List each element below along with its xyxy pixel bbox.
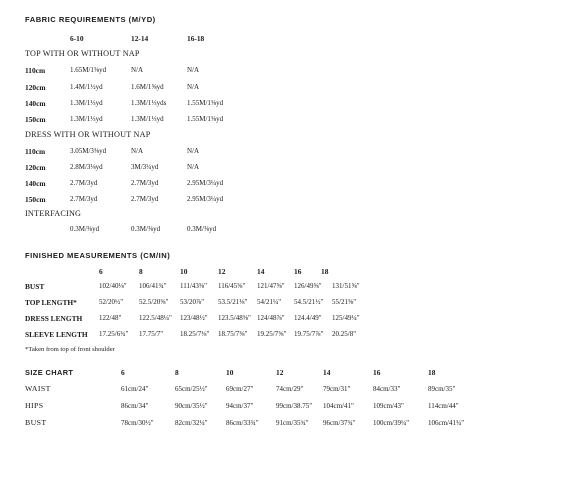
size-chart-cell: 106cm/41¾" — [428, 419, 465, 427]
fabric-cell: 2.7M/3yd — [131, 195, 159, 203]
size-chart-cell: 104cm/41" — [323, 402, 354, 410]
measurement-cell: 17.75/7" — [139, 330, 164, 338]
measurement-cell: 18.75/7⅜" — [218, 330, 248, 338]
finished-measurements-title: FINISHED MEASUREMENTS (CM/IN) — [25, 251, 171, 260]
measurement-cell: 55/21⅝" — [332, 298, 357, 306]
fabric-cell: 1.55M/1⅝yd — [187, 99, 224, 107]
measurement-cell: 121/47⅝" — [257, 282, 285, 290]
measurement-row-label: SLEEVE LENGTH — [25, 330, 88, 339]
fabric-cell: 2.95M/3¼yd — [187, 195, 224, 203]
measurement-cell: 122/48" — [99, 314, 122, 322]
fabric-cell: 1.3M/1⅓yds — [131, 99, 167, 107]
finished-size-header: 12 — [218, 267, 226, 276]
measurement-cell: 54.5/21½" — [294, 298, 324, 306]
measurement-cell: 111/43⅝" — [180, 282, 208, 290]
finished-size-header: 6 — [99, 267, 103, 276]
fabric-width-label: 120cm — [25, 163, 46, 172]
fabric-cell: N/A — [131, 66, 144, 74]
fabric-size-header: 6-10 — [70, 34, 84, 43]
fabric-cell: N/A — [187, 147, 200, 155]
size-chart-size-header: 14 — [323, 368, 331, 377]
size-chart-cell: 84cm/33" — [373, 385, 401, 393]
finished-size-header: 8 — [139, 267, 143, 276]
measurement-row-label: DRESS LENGTH — [25, 314, 83, 323]
fabric-cell: 2.7M/3yd — [70, 195, 98, 203]
size-chart-size-header: 6 — [121, 368, 125, 377]
top-length-footnote: *Taken from top of front shoulder — [25, 346, 115, 353]
fabric-cell: 3M/3¼yd — [131, 163, 159, 171]
fabric-width-label: 120cm — [25, 83, 46, 92]
measurement-cell: 123.5/48⅝" — [218, 314, 251, 322]
measurement-cell: 131/51⅝" — [332, 282, 360, 290]
size-chart-size-header: 12 — [276, 368, 284, 377]
size-chart-cell: 99cm/38.75" — [276, 402, 313, 410]
fabric-cell: 1.6M/1⅝yd — [131, 83, 164, 91]
size-chart-cell: 78cm/30½" — [121, 419, 154, 427]
fabric-width-label: 150cm — [25, 195, 46, 204]
interfacing-cell: 0.3M/⅜yd — [187, 225, 217, 233]
fabric-cell: N/A — [187, 66, 200, 74]
fabric-width-label: 110cm — [25, 147, 46, 156]
size-chart-row-label: BUST — [25, 418, 47, 427]
measurement-cell: 53.5/21⅛" — [218, 298, 248, 306]
measurement-cell: 17.25/6¾" — [99, 330, 129, 338]
size-chart-cell: 86cm/33¾" — [226, 419, 259, 427]
size-chart-size-header: 10 — [226, 368, 234, 377]
finished-size-header: 16 — [294, 267, 302, 276]
fabric-cell: 1.3M/1⅓yd — [131, 115, 164, 123]
fabric-cell: 1.3M/1⅓yd — [70, 99, 103, 107]
fabric-cell: N/A — [187, 163, 200, 171]
fabric-cell: N/A — [131, 147, 144, 155]
size-chart-size-header: 8 — [175, 368, 179, 377]
fabric-size-header: 12-14 — [131, 34, 149, 43]
measurement-cell: 116/45⅝" — [218, 282, 246, 290]
fabric-requirements-title: FABRIC REQUIREMENTS (M/YD) — [25, 15, 156, 24]
measurement-cell: 19.75/7⅞" — [294, 330, 324, 338]
size-chart-cell: 114cm/44" — [428, 402, 459, 410]
size-chart-cell: 89cm/35" — [428, 385, 456, 393]
measurement-cell: 52.5/20⅝" — [139, 298, 169, 306]
interfacing-cell: 0.3M/⅜yd — [70, 225, 100, 233]
size-chart-cell: 91cm/35¾" — [276, 419, 309, 427]
fabric-cell: 3.05M/3⅜yd — [70, 147, 107, 155]
fabric-cell: 1.65M/1⅝yd — [70, 66, 107, 74]
interfacing-cell: 0.3M/⅜yd — [131, 225, 161, 233]
fabric-width-label: 150cm — [25, 115, 46, 124]
measurement-cell: 19.25/7⅝" — [257, 330, 287, 338]
size-chart-cell: 61cm/24" — [121, 385, 149, 393]
fabric-width-label: 140cm — [25, 179, 46, 188]
measurement-cell: 124.4/49" — [294, 314, 322, 322]
measurement-cell: 125/49¼" — [332, 314, 360, 322]
size-chart-title: SIZE CHART — [25, 368, 74, 377]
measurement-cell: 122.5/48¼" — [139, 314, 172, 322]
measurement-row-label: TOP LENGTH* — [25, 298, 77, 307]
fabric-cell: N/A — [187, 83, 200, 91]
size-chart-cell: 100cm/39¼" — [373, 419, 410, 427]
measurement-cell: 106/41¾" — [139, 282, 167, 290]
fabric-width-label: 110cm — [25, 66, 46, 75]
size-chart-row-label: WAIST — [25, 384, 51, 393]
size-chart-cell: 109cm/43" — [373, 402, 404, 410]
dress-nap-heading: DRESS WITH OR WITHOUT NAP — [25, 130, 151, 139]
fabric-cell: 2.95M/3¼yd — [187, 179, 224, 187]
measurement-cell: 123/48½" — [180, 314, 208, 322]
top-nap-heading: TOP WITH OR WITHOUT NAP — [25, 49, 140, 58]
size-chart-cell: 86cm/34" — [121, 402, 149, 410]
size-chart-cell: 79cm/31" — [323, 385, 351, 393]
measurement-cell: 102/40⅛" — [99, 282, 127, 290]
size-chart-size-header: 16 — [373, 368, 381, 377]
measurement-cell: 18.25/7⅛" — [180, 330, 210, 338]
finished-size-header: 10 — [180, 267, 188, 276]
size-chart-cell: 74cm/29" — [276, 385, 304, 393]
fabric-cell: 1.4M/1½yd — [70, 83, 103, 91]
size-chart-cell: 96cm/37¾" — [323, 419, 356, 427]
fabric-cell: 2.7M/3yd — [131, 179, 159, 187]
fabric-cell: 1.55M/1⅝yd — [187, 115, 224, 123]
size-chart-cell: 69cm/27" — [226, 385, 254, 393]
size-chart-cell: 94cm/37" — [226, 402, 254, 410]
fabric-cell: 1.3M/1⅓yd — [70, 115, 103, 123]
fabric-cell: 2.7M/3yd — [70, 179, 98, 187]
size-chart-cell: 90cm/35½" — [175, 402, 208, 410]
fabric-width-label: 140cm — [25, 99, 46, 108]
measurement-cell: 54/21¼" — [257, 298, 282, 306]
size-chart-row-label: HIPS — [25, 401, 44, 410]
finished-size-header: 18 — [321, 267, 329, 276]
measurement-cell: 124/48⅞" — [257, 314, 285, 322]
interfacing-heading: INTERFACING — [25, 209, 82, 218]
measurement-cell: 126/49⅝" — [294, 282, 322, 290]
measurement-cell: 52/20½" — [99, 298, 124, 306]
size-chart-cell: 65cm/25½" — [175, 385, 208, 393]
size-chart-size-header: 18 — [428, 368, 436, 377]
finished-size-header: 14 — [257, 267, 265, 276]
size-chart-cell: 82cm/32¼" — [175, 419, 208, 427]
measurement-row-label: BUST — [25, 282, 45, 291]
fabric-cell: 2.8M/3⅛yd — [70, 163, 103, 171]
fabric-size-header: 16-18 — [187, 34, 205, 43]
measurement-cell: 53/20⅞" — [180, 298, 205, 306]
measurement-cell: 20.25/8" — [332, 330, 357, 338]
